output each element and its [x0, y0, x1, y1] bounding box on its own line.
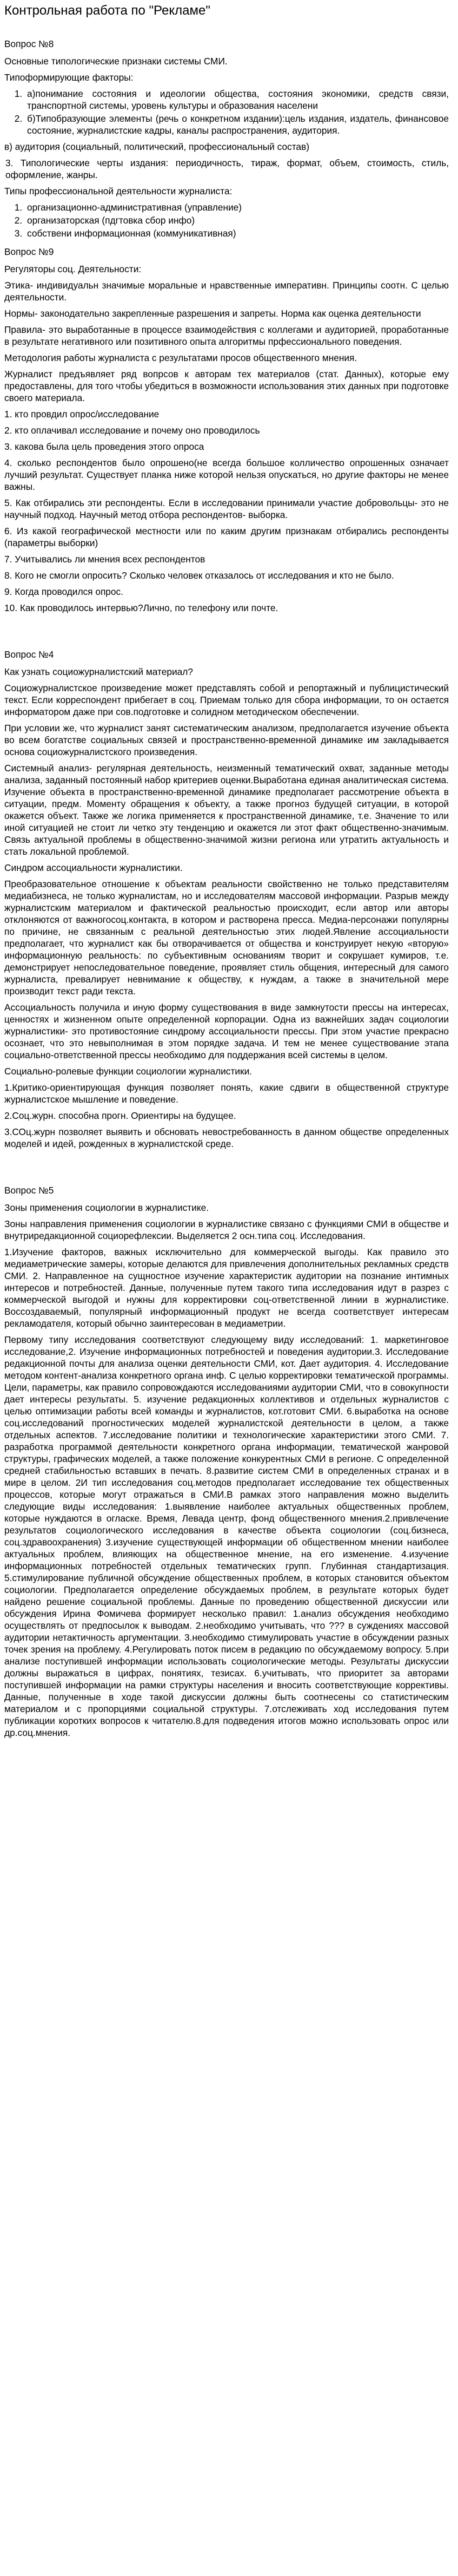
paragraph: Синдром ассоциальности журналистики.: [4, 862, 183, 873]
paragraph: Журналист предъявляет ряд вопрсов к авторам тех материалов (стат. Данных), которые ему предоставлены, для того чтобы убедиться в возможности использования этих данных при подготовке своего материала.: [4, 369, 449, 403]
list-item: 1. организационно-административная (управление): [25, 201, 449, 213]
paragraph: При условии же, что журналист занят систематическим анализом, предполагается изучение объекта во всем богатстве социальных связей и пространственно-временной динамике им закладывается основа социожурналистского произведения.: [4, 723, 449, 757]
list-item: 3. какова была цель проведения этого опроса: [4, 441, 204, 452]
list-item: 6. Из какой географической местности или по каким другим признакам отбирались респонденты (параметры выборки): [4, 526, 449, 548]
list-item: 8. Кого не смогли опросить? Сколько человек отказалось от исследования и кто не было.: [4, 570, 394, 581]
paragraph: Социально-ролевые функции социологии журналистики.: [4, 1066, 253, 1077]
list-item: 1. кто провдил опрос/исследование: [4, 409, 160, 419]
spacer: [4, 618, 449, 642]
factors-list: [4, 88, 449, 136]
list-item: 2. организаторская (пдгтовка сбор инфо): [25, 214, 449, 226]
activity-types-list: [4, 201, 449, 239]
question-5-heading: Вопрос №5: [4, 1185, 54, 1196]
list-item: 2. кто оплачивал исследование и почему оно проводилось: [4, 425, 260, 436]
question-9-heading: Вопрос №9: [4, 246, 54, 257]
list-item: 4. сколько респондентов было опрошено(не всегда большое колличество опрошенных означает лучший результат. Существует планка ниже которой нельзя опускаться, но другие факторы не менее важны.: [4, 457, 449, 492]
activity-types-label: Типы профессиональной деятельности журналиста:: [4, 186, 233, 196]
factors-label: Типоформирующие факторы:: [4, 72, 134, 83]
paragraph: Правила- это выработанные в процессе взаимодействия с коллегами и аудиторией, проработанные в результате негативного или позитивного опыта алгоритмы прфессионального поведения.: [4, 324, 449, 347]
factor-audience: в) аудитория (социальный, политический, профессиональный состав): [4, 141, 309, 152]
list-item: 2. б)Типобразующие элементы (речь о конкретном издании):цель издания, издатель, финансовое состояние, журналистские кадры, каналы распространения, аудитория.: [25, 113, 449, 136]
list-item: 9. Когда проводился опрос.: [4, 586, 123, 597]
paragraph: 1.Критико-ориентирующая функция позволяет понять, какие сдвиги в общественной структуре журналистское мышление и поведение.: [4, 1082, 449, 1105]
paragraph: Зоны направления применения социологии в журналистике связано с функциями СМИ в обществе и внутриредакционной социорефлексии. Выделяется 2 осн.типа соц. Исследования.: [4, 1218, 449, 1241]
paragraph: Системный анализ- регулярная деятельность, неизменный тематический охват, заданные методы анализа, заданный постоянный набор критериев оценки.Выработана единая аналитическая система. Изучение объекта в пространственно-временной динамике предполагает рассмотрение объекта в ситуации, предм. Моменту обращения к объекту, а также прогноз будущей ситуации, в которой окажется объект. Также же логика применяется к пространственной динамике, т.е. Значение то или иной ситуацией не стоит ли четко эту тенденцию и окажется ли этот факт общественно-значимым. Связь актуальной проблемы в общественно-значимой жизни региона или утратить актуальность и стать локальной проблемой.: [4, 763, 449, 857]
paragraph: Первому типу исследования соответствуют следующему виду исследований: 1. маркетинговое исследование,2. Изучение информационных потребностей и поведения аудитории.3. Исследование редакционной почты для анализа оценки деятельности СМИ, кот. Дает аудитория. 4. Исследование методом контент-анализа конкретного органа инф. С целью корректировки тематической программы. Цели, параметры, как правило сопровождаются исследованиями аудитории СМИ, что в совокупности дает интересы результаты. 5. изучение редакционных коллективов и отдельных журналистов с целью оптимизации работы всей команды и журналистов, кот.готовит СМИ. 6.выработка на основе соц.исследований прогностических моделей журналистской деятельности в целом, а также отдельных аспектов. 7.исследование политики и технологические характеристики этого СМИ. 7. разработка программой деятельности конкретного органа информации, тематической жанровой структуры, графических моделей, а также положение конкурентных СМИ в регионе. С определенной средней стабильностью вставших в печать. 8.развитие систем СМИ в определенных странах и в мире в целом. 2И тип исследования соц.методов предполагает исследование тех общественных процессов, которые могут отражаться в СМИ.В рамках этого направления можно выделить следующие виды исследования: 1.выявление наиболее актуальных общественных проблем, которые нуждаются в огласке. Время, Левада центр, фонд общественного мнения.2.привлечение результатов социологического исследования в качестве объекта социологии (соц.бизнеса, соц.здравоохранения) 3.изучение существующей информации об общественном мнении наиболее актуальных проблем, влияющих на общественное мнение, на его изменение. 4.изучение информационных потребностей отдельных тематических групп. Глубинная стандартизация. 5.стимулирование публичной обсуждение общественных проблем, в которых становится объектом социологии. Предполагается определение обсуждаемых проблем, в результате которых будет найдено решение социальной проблемы. Данные по проведению общественной дискуссии или обсуждения Ирина Фомичева формирует несколько правил: 1.анализ обсуждения необходимо осуществлять от предпосылок к выводам. 2.необходимо учитывать, что ??? в суждениях массовой аудитории нетактичность аргументации. 3.необходимо стимулировать участие в обсуждении разных точек зрения на проблему. 4.Регулировать поток писем в редакцию по обсуждаемому вопросу. 5.при анализе поступившей информации использовать социологические методы. Результаты дискуссии должны выражаться в цифрах, понятиях, тезисах. 6.учитывать, что приоритет за авторами поступившей информации на рамки структуры населения и вносить соответствующие коррективы. Данные, полученные в ходе такой дискуссии должны быть соотнесены со статистическим материалом и с пропорциями социальной структуры. 7.отслеживать ход исследования путем публикации коротких вопросов к читателю.8.для подведения итогов можно использовать опрос или др.соц.мнения.: [4, 1334, 449, 1738]
list-item: 10. Как проводилось интервью?Лично, по телефону или почте.: [4, 602, 278, 613]
paragraph: Зоны применения социологии в журналистике.: [4, 1202, 209, 1213]
question-4-heading: Вопрос №4: [4, 649, 54, 660]
paragraph: 3.СОц.журн позволяет выявить и обсновать невостребованность в данном обществе определенных моделей и идей, рожденных в журналистской среде.: [4, 1126, 449, 1149]
list-item: 1. а)понимание состояния и идеологии общества, состояния экономики, средств связи, транспортной системы, уровень культуры и образования населени: [25, 88, 449, 112]
document-body: [4, 31, 449, 1743]
question-8-intro: Основные типологические признаки системы СМИ.: [4, 56, 228, 67]
paragraph: Методология работы журналиста с результатами просов общественного мнения.: [4, 352, 357, 363]
list-item: 7. Учитывались ли мнения всех респондентов: [4, 554, 205, 565]
paragraph: Нормы- законодательно закрепленные разрешения и запреты. Норма как оценка деятельности: [4, 308, 421, 319]
paragraph: Преобразовательное отношение к объектам реальности свойственно не только представителям медиабизнеса, не только журналистам, но и исследователям массовой информации. Разрыв между журналистским материалом и фактической реальностью происходит, если автор или авторы отклоняются от важногосоц.контакта, в котором и растворена пресса. Медиа-персонажи популярны по причине, не связанным с реальной деятельностью этих людей.Явление ассоциальности предполагает, что журналист как бы отворачивается от общества и конструирует некую «вторую» информационную реальность: по субъективным основаниям творит и сокрушает кумиров, т.е. демонстрирует непоследовательное поведение, проявляет стиль общения, интересный для самого журналиста, превалирует невнимание к обществу, к нуждам, а также в значительной мере производит текст ради текста.: [4, 879, 449, 997]
document-title: Контрольная работа по "Рекламе": [4, 3, 210, 18]
paragraph: Этика- индивидуальн значимые моральные и нравственные императивн. Принципы соотн. С целью деятельности.: [4, 280, 449, 303]
list-item: 5. Как отбирались эти респонденты. Если в исследовании принимали участие добровольцы- это не научный подход. Научный метод отбора респондентов- выборка.: [4, 497, 449, 520]
paragraph: 2.Соц.журн. способна прогн. Ориентиры на будущее.: [4, 1110, 236, 1121]
paragraph: Социожурналистское произведение может представлять собой и репортажный и публицистический текст. Если корреспондент прибегает в соц. Приемам только для сбора информации, то он остается информатором даже при сов.подготовке и солидном методическом обеспечении.: [4, 683, 449, 717]
paragraph: Регуляторы соц. Деятельности:: [4, 264, 142, 274]
paragraph: Ассоциальность получила и иную форму существования в виде замкнутости прессы на интересах, ценностях и жизненном опыте определенной корпорации. Одна из важнейших задач социологии журналистики- это противостояние синдрому ассоциальности прессы. При этом участие прекрасно осознает, что это невыполнимая в этом порядке задача. И тем не менее существование этапа социально-ответственной прессы необходимо для поддержания всей системы в целом.: [4, 1002, 449, 1060]
paragraph: 1.Изучение факторов, важных исключительно для коммерческой выгоды. Как правило это медиаметрические замеры, которые делаются для привлечения дополнительных рекламных средств СМИ. 2. Направленное на сущностное изучение характеристик аудитории на познание интимных интересов и потребностей. Данные, полученные путем такого типа исследования идут в разрез с коммерческой выгодой и нужны для корректировки соц-ответственной линии в журналистике. Воссоздаваемый, популярный информационный продукт не всегда соответствует интересам рекламодателя, который обычно заинтересован в медиаметрии.: [4, 1247, 449, 1329]
typological-features: 3. Типологические черты издания: периодичность, тираж, формат, объем, стоимость, стиль, оформление, жанры.: [5, 158, 449, 180]
list-item: 3. собствени информационная (коммуникативная): [25, 227, 449, 239]
paragraph: Как узнать социожурналистский материал?: [4, 666, 193, 677]
spacer: [4, 1154, 449, 1178]
question-8-heading: Вопрос №8: [4, 38, 54, 49]
